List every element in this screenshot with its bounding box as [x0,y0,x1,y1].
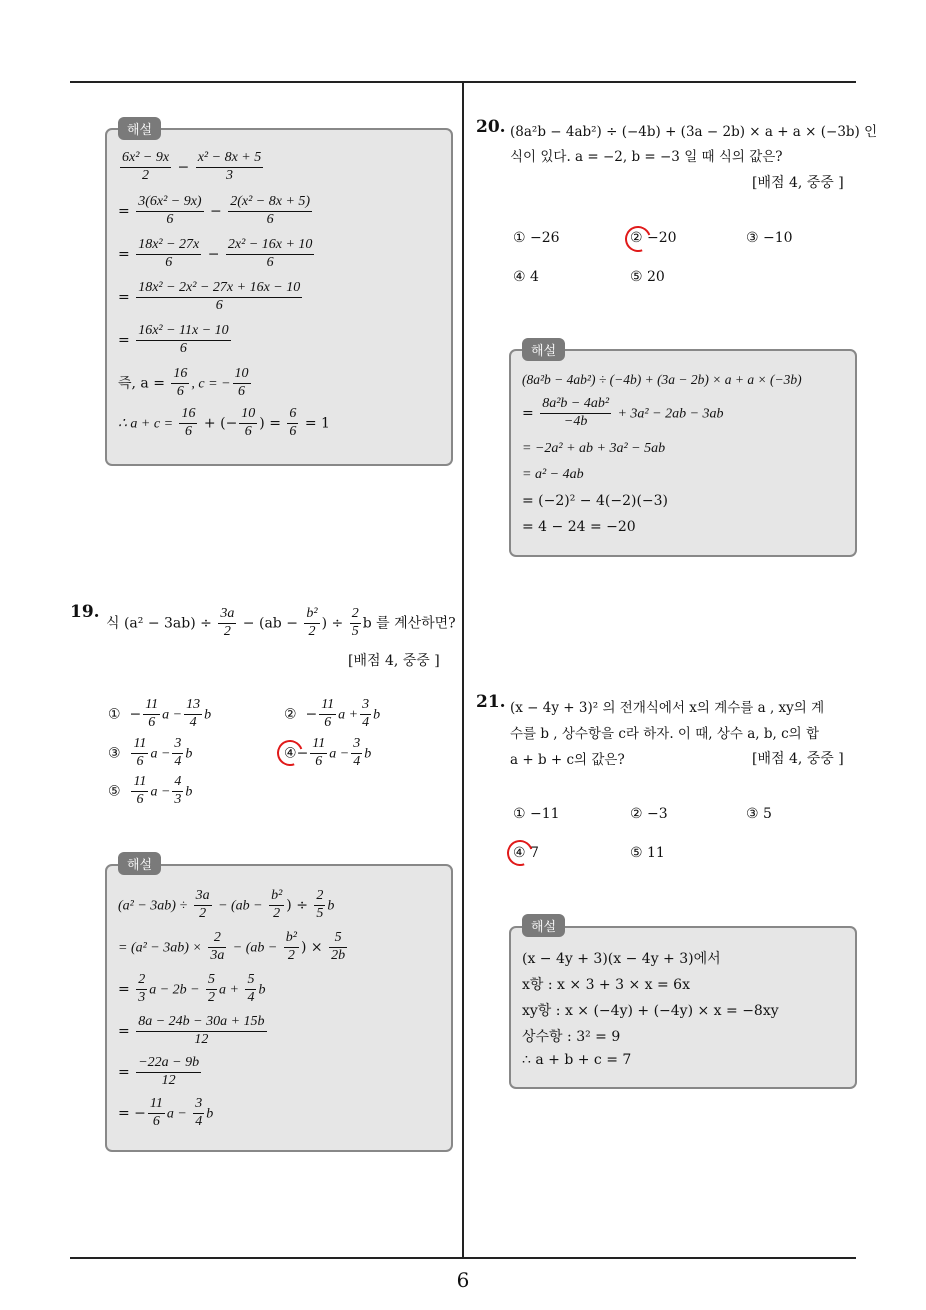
q20-choice-4[interactable]: ④ 4 [513,269,539,285]
q19-choice-2[interactable]: ② − $\frac{11}{6}$ a + $\frac{3}{4}$ b [284,697,381,730]
q18-sol-line1: $\frac{\text{6x² − 9x}}{2}$ − $\frac{\text{x² − 8x + 5}}{3}$ [122,150,262,183]
q20-sol-line4: = a² − 4ab [522,467,584,482]
bottom-rule [70,1257,856,1259]
q20-choice-1[interactable]: ① −26 [513,230,560,246]
q19-solution-tag: 해설 [118,852,161,875]
q18-sol-line5: = $\frac{\text{16x² − 11x − 10}}{6}$ [118,323,229,356]
q20-answer-mark [621,222,656,257]
q20-sol-line5: = (−2)² − 4(−2)(−3) [522,493,669,509]
q18-sol-line4: = $\frac{\text{18x² − 2x² − 27x + 16x − 10}}{6}$ [118,280,301,313]
q20-choice-5[interactable]: ⑤ 20 [630,269,665,285]
q18-sol-line2: = $\frac{\text{3(6x² − 9x)}}{6}$ − $\frac{\text{2(x² − 8x + 5)}}{6}$ [118,194,311,227]
q19-sol-line1: (a² − 3ab) ÷ $\frac{3a}{2}$ − (ab − $\frac{\text{b²}}{2}$ ) ÷ $\frac{2}{5}$ b [118,888,335,921]
q21-sol-line2: x항 : x × 3 + 3 × x = 6x [522,977,690,993]
q21-choice-2[interactable]: ② −3 [630,806,668,822]
q21-sol-line5: ∴ a + b + c = 7 [522,1052,632,1068]
q20-stem-line2: 식이 있다. a = −2, b = −3 일 때 식의 값은? [510,149,783,165]
q19-sol-line2: = (a² − 3ab) × $\frac{2}{3a}$ − (ab − $\frac{\text{b²}}{2}$ ) × $\frac{5}{2b}$ [118,930,346,963]
q21-choice-5[interactable]: ⑤ 11 [630,845,665,861]
q21-meta: [배점 4, 중중 ] [752,751,844,767]
q19-meta: [배점 4, 중중 ] [348,653,440,669]
q20-stem-line1: (8a²b − 4ab²) ÷ (−4b) + (3a − 2b) × a + a × (−3b) 인 [510,124,878,140]
q19-choice-1[interactable]: ① − $\frac{11}{6}$ a − $\frac{13}{4}$ b [108,697,212,730]
q21-number: 21. [476,692,506,712]
q20-choice-3[interactable]: ③ −10 [746,230,793,246]
q21-solution-tag: 해설 [522,914,565,937]
q19-sol-line3: = $\frac{2}{3}$ a − 2b − $\frac{5}{2}$ a + $\frac{5}{4}$ b [118,972,266,1005]
q21-choice-3[interactable]: ③ 5 [746,806,772,822]
q18-sol-line7: ∴ a + c = $\frac{16}{6}$ + (− $\frac{10}{6}$ ) = $\frac{6}{6}$ = 1 [118,406,330,439]
q20-solution-tag: 해설 [522,338,565,361]
q21-sol-line1: (x − 4y + 3)(x − 4y + 3)에서 [522,951,721,967]
page-number: 6 [456,1268,470,1292]
q20-sol-line3: = −2a² + ab + 3a² − 5ab [522,441,666,456]
q21-sol-line3: xy항 : x × (−4y) + (−4y) × x = −8xy [522,1003,779,1019]
q18-sol-line6: 즉, a = $\frac{16}{6}$ , c = − $\frac{10}{6}$ [118,366,249,399]
q21-stem-line3: a + b + c의 값은? [510,752,625,768]
q20-choice-2[interactable]: ② −20 [630,230,677,246]
q19-sol-line6: = − $\frac{11}{6}$ a − $\frac{3}{4}$ b [118,1096,214,1129]
q20-sol-line2: = $\frac{\text{8a²b − 4ab²}}{-4b}$ + 3a² − 2ab − 3ab [522,396,724,429]
q21-choice-1[interactable]: ① −11 [513,806,560,822]
q19-sol-line5: = $\frac{-22a - 9b}{12}$ [118,1055,200,1088]
q20-number: 20. [476,117,506,137]
q19-sol-line4: = $\frac{8a - 24b - 30a + 15b}{12}$ [118,1014,265,1047]
q18-solution-tag: 해설 [118,117,161,140]
q20-meta: [배점 4, 중중 ] [752,175,844,191]
q19-stem: 식 (a² − 3ab) ÷ $\frac{3a}{2}$ − (ab − $\frac{\text{b²}}{2}$ ) ÷ $\frac{2}{5}$ b 를 계산하면? [106,606,456,639]
q19-choice-5[interactable]: ⑤ $\frac{11}{6}$ a − $\frac{4}{3}$ b [108,774,193,807]
q19-number: 19. [70,602,100,622]
q18-sol-line3: = $\frac{\text{18x² − 27x}}{6}$ − $\frac{\text{2x² − 16x + 10}}{6}$ [118,237,313,270]
q19-choice-3[interactable]: ③ $\frac{11}{6}$ a − $\frac{3}{4}$ b [108,736,193,769]
q20-sol-line1: (8a²b − 4ab²) ÷ (−4b) + (3a − 2b) × a + a × (−3b) [522,372,802,387]
q19-choice-4[interactable]: ④− $\frac{11}{6}$ a − $\frac{3}{4}$ b [284,736,372,769]
column-divider [462,83,464,1258]
q21-stem-line2: 수를 b , 상수항을 c라 하자. 이 때, 상수 a, b, c의 합 [510,726,820,742]
q20-sol-line6: = 4 − 24 = −20 [522,519,636,535]
q21-answer-mark [503,836,538,871]
q21-sol-line4: 상수항 : 3² = 9 [522,1029,621,1045]
q21-choice-4[interactable]: ④ 7 [513,845,539,861]
q21-stem-line1: (x − 4y + 3)² 의 전개식에서 x의 계수를 a , xy의 계 [510,700,825,716]
